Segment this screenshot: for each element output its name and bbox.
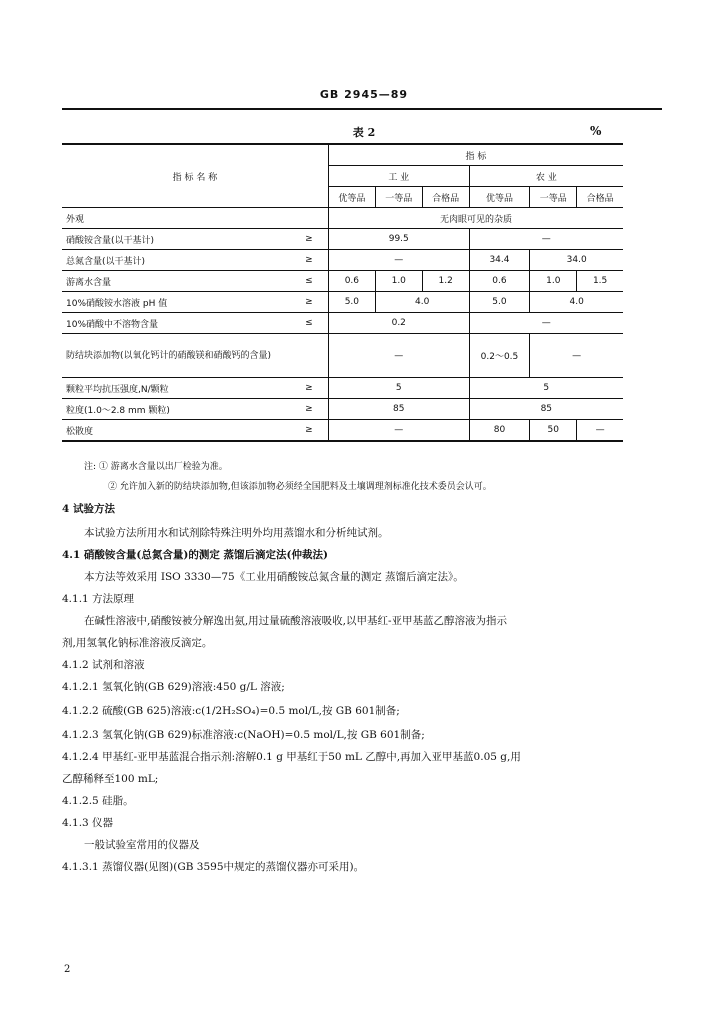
- list-item: 4.1.2.3 氢氧化钠(GB 629)标准溶液:c(NaOH)=0.5 mol/L,按 GB 601制备;: [62, 729, 425, 741]
- subsection-heading: 4.1.1 方法原理: [62, 593, 135, 605]
- row-name: 硝酸铵含量(以干基计): [62, 229, 290, 250]
- document-header: GB 2945—89: [319, 88, 409, 101]
- cell-value: 1.0: [530, 271, 577, 292]
- page-number: 2: [64, 964, 71, 975]
- row-name: 外观: [62, 208, 328, 229]
- cell-value: 0.6: [469, 271, 530, 292]
- list-item: 4.1.2.4 甲基红-亚甲基蓝混合指示剂:溶解0.1 g 甲基红于50 mL 乙醇中,再加入亚甲基蓝0.05 g,用: [62, 751, 521, 763]
- table-note: ② 允许加入新的防结块添加物,但该添加物必须经全国肥料及土壤调理剂标准化技术委员会认可。: [108, 482, 492, 492]
- cell-value: —: [577, 420, 623, 442]
- grade-header: 一等品: [375, 187, 422, 208]
- cell-value: 5: [328, 378, 469, 399]
- cell-value: 5.0: [469, 292, 530, 313]
- subsection-heading: 4.1.3 仪器: [62, 817, 114, 829]
- cell-value: 0.2: [328, 313, 469, 334]
- list-item: 4.1.2.2 硫酸(GB 625)溶液:c(1/2H₂SO₄)=0.5 mol/L,按 GB 601制备;: [62, 705, 400, 717]
- row-name: 颗粒平均抗压强度,N/颗粒: [62, 378, 290, 399]
- cell-value: 5.0: [328, 292, 375, 313]
- table-caption: 表 2: [352, 126, 376, 139]
- cell-value: —: [469, 229, 623, 250]
- grade-header: 一等品: [530, 187, 577, 208]
- cell-value: —: [530, 334, 623, 378]
- cell-value: 85: [328, 399, 469, 420]
- paragraph: 本试验方法所用水和试剂除特殊注明外均用蒸馏水和分析纯试剂。: [84, 527, 389, 539]
- row-symbol: ≥: [290, 399, 329, 420]
- list-item: 4.1.2.5 硅脂。: [62, 795, 134, 807]
- cell-value: 4.0: [530, 292, 623, 313]
- cell-value: 5: [469, 378, 623, 399]
- paragraph: 在碱性溶液中,硝酸铵被分解逸出氨,用过量硫酸溶液吸收,以甲基红-亚甲基蓝乙醇溶液为指示: [84, 615, 508, 627]
- row-name: 松散度: [62, 420, 290, 442]
- cell-value: 无肉眼可见的杂质: [328, 208, 623, 229]
- list-item: 乙醇稀释至100 mL;: [62, 773, 159, 785]
- row-symbol: ≥: [290, 378, 329, 399]
- list-item: 4.1.2.1 氢氧化钠(GB 629)溶液:450 g/L 溶液;: [62, 681, 285, 693]
- cell-value: 34.4: [469, 250, 530, 271]
- cell-value: 0.2～0.5: [469, 334, 530, 378]
- cell-value: 1.2: [422, 271, 469, 292]
- row-name: 10%硝酸铵水溶液 pH 值: [62, 292, 290, 313]
- grade-header: 优等品: [328, 187, 375, 208]
- grade-header: 优等品: [469, 187, 530, 208]
- row-symbol: ≤: [290, 271, 329, 292]
- cell-value: 4.0: [375, 292, 469, 313]
- cell-value: 1.0: [375, 271, 422, 292]
- cell-value: 0.6: [328, 271, 375, 292]
- cell-value: 50: [530, 420, 577, 442]
- cell-value: 34.0: [530, 250, 623, 271]
- table-unit: %: [590, 124, 602, 138]
- list-item: 4.1.3.1 蒸馏仪器(见图)(GB 3595中规定的蒸馏仪器亦可采用)。: [62, 861, 365, 873]
- grade-header: 合格品: [577, 187, 623, 208]
- cell-value: —: [328, 334, 469, 378]
- row-name: 防结块添加物(以氧化钙计的硝酸镁和硝酸钙的含量): [62, 334, 328, 378]
- paragraph: 剂,用氢氧化钠标准溶液反滴定。: [62, 637, 213, 649]
- table-note: 注: ① 游离水含量以出厂检验为准。: [84, 462, 228, 472]
- cell-value: —: [328, 420, 469, 442]
- header-agricultural: 农 业: [469, 166, 623, 187]
- header-indicator: 指 标: [328, 144, 623, 166]
- cell-value: 80: [469, 420, 530, 442]
- row-name: 总氮含量(以干基计): [62, 250, 290, 271]
- row-symbol: ≥: [290, 250, 329, 271]
- grade-header: 合格品: [422, 187, 469, 208]
- row-symbol: ≥: [290, 420, 329, 442]
- header-industrial: 工 业: [328, 166, 469, 187]
- row-name: 10%硝酸中不溶物含量: [62, 313, 290, 334]
- row-name: 粒度(1.0～2.8 mm 颗粒): [62, 399, 290, 420]
- cell-value: —: [469, 313, 623, 334]
- paragraph: 一般试验室常用的仪器及: [84, 839, 200, 851]
- cell-value: 99.5: [328, 229, 469, 250]
- cell-value: 85: [469, 399, 623, 420]
- row-symbol: ≥: [290, 229, 329, 250]
- paragraph: 本方法等效采用 ISO 3330—75《工业用硝酸铵总氮含量的测定 蒸馏后滴定法》。: [84, 571, 464, 583]
- subsection-heading: 4.1.2 试剂和溶液: [62, 659, 145, 671]
- section-heading: 4.1 硝酸铵含量(总氮含量)的测定 蒸馏后滴定法(仲裁法): [62, 549, 328, 561]
- specification-table: [62, 143, 623, 442]
- header-rule: [62, 108, 662, 110]
- row-symbol: ≥: [290, 292, 329, 313]
- cell-value: —: [328, 250, 469, 271]
- cell-value: 1.5: [577, 271, 623, 292]
- row-name: 游离水含量: [62, 271, 290, 292]
- section-heading: 4 试验方法: [62, 503, 115, 515]
- header-name: 指 标 名 称: [62, 144, 328, 208]
- row-symbol: ≤: [290, 313, 329, 334]
